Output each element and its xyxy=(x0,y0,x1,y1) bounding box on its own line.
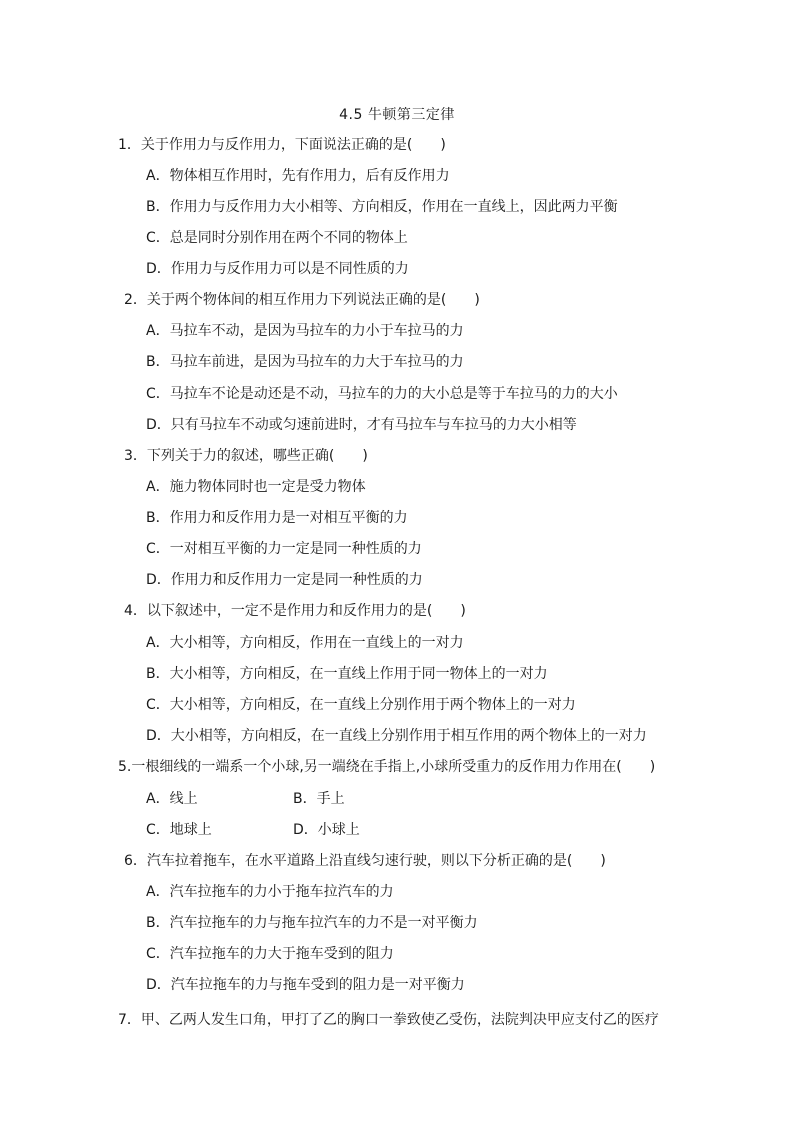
question-2-stem: 2．关于两个物体间的相互作用力下列说法正确的是( ) xyxy=(124,292,480,308)
question-3-option-b: B．作用力和反作用力是一对相互平衡的力 xyxy=(146,510,408,526)
question-1-option-b: B．作用力与反作用力大小相等、方向相反，作用在一直线上，因此两力平衡 xyxy=(146,199,618,215)
question-1-option-a: A．物体相互作用时，先有作用力，后有反作用力 xyxy=(146,168,450,184)
question-4-option-d: D．大小相等，方向相反，在一直线上分别作用于相互作用的两个物体上的一对力 xyxy=(146,728,647,744)
page-title: 4.5 牛顿第三定律 xyxy=(339,107,455,123)
question-3-option-a: A．施力物体同时也一定是受力物体 xyxy=(146,479,366,495)
question-6-option-a: A．汽车拉拖车的力小于拖车拉汽车的力 xyxy=(146,884,394,900)
question-5-option-c: C．地球上 xyxy=(146,822,212,838)
question-2-option-c: C．马拉车不论是动还是不动，马拉车的力的大小总是等于车拉马的力的大小 xyxy=(146,386,618,402)
question-3-option-d: D．作用力和反作用力一定是同一种性质的力 xyxy=(146,572,423,588)
question-2-option-b: B．马拉车前进，是因为马拉车的力大于车拉马的力 xyxy=(146,354,464,370)
question-6-option-c: C．汽车拉拖车的力大于拖车受到的阻力 xyxy=(146,946,394,962)
question-4-option-c: C．大小相等，方向相反，在一直线上分别作用于两个物体上的一对力 xyxy=(146,697,576,713)
question-7-stem: 7．甲、乙两人发生口角，甲打了乙的胸口一拳致使乙受伤，法院判决甲应支付乙的医疗 xyxy=(118,1012,659,1028)
question-1-option-c: C．总是同时分别作用在两个不同的物体上 xyxy=(146,230,408,246)
question-5-option-b: B．手上 xyxy=(293,791,345,807)
question-3-stem: 3．下列关于力的叙述，哪些正确( ) xyxy=(124,448,368,464)
question-6-option-d: D．汽车拉拖车的力与拖车受到的阻力是一对平衡力 xyxy=(146,977,465,993)
question-2-option-a: A．马拉车不动，是因为马拉车的力小于车拉马的力 xyxy=(146,323,464,339)
question-4-stem: 4．以下叙述中，一定不是作用力和反作用力的是( ) xyxy=(124,603,466,619)
question-6-stem: 6．汽车拉着拖车，在水平道路上沿直线匀速行驶，则以下分析正确的是( ) xyxy=(124,853,606,869)
question-5-stem: 5.一根细线的一端系一个小球,另一端绕在手指上,小球所受重力的反作用力作用在( ) xyxy=(118,759,656,775)
question-5-option-d: D．小球上 xyxy=(293,822,360,838)
question-1-option-d: D．作用力与反作用力可以是不同性质的力 xyxy=(146,261,409,277)
question-1-stem: 1．关于作用力与反作用力，下面说法正确的是( ) xyxy=(118,137,446,153)
question-2-option-d: D．只有马拉车不动或匀速前进时，才有马拉车与车拉马的力大小相等 xyxy=(146,417,577,433)
question-4-option-b: B．大小相等，方向相反，在一直线上作用于同一物体上的一对力 xyxy=(146,666,548,682)
question-3-option-c: C．一对相互平衡的力一定是同一种性质的力 xyxy=(146,541,422,557)
question-5-option-a: A．线上 xyxy=(146,791,198,807)
question-6-option-b: B．汽车拉拖车的力与拖车拉汽车的力不是一对平衡力 xyxy=(146,915,478,931)
question-4-option-a: A．大小相等，方向相反，作用在一直线上的一对力 xyxy=(146,635,464,651)
